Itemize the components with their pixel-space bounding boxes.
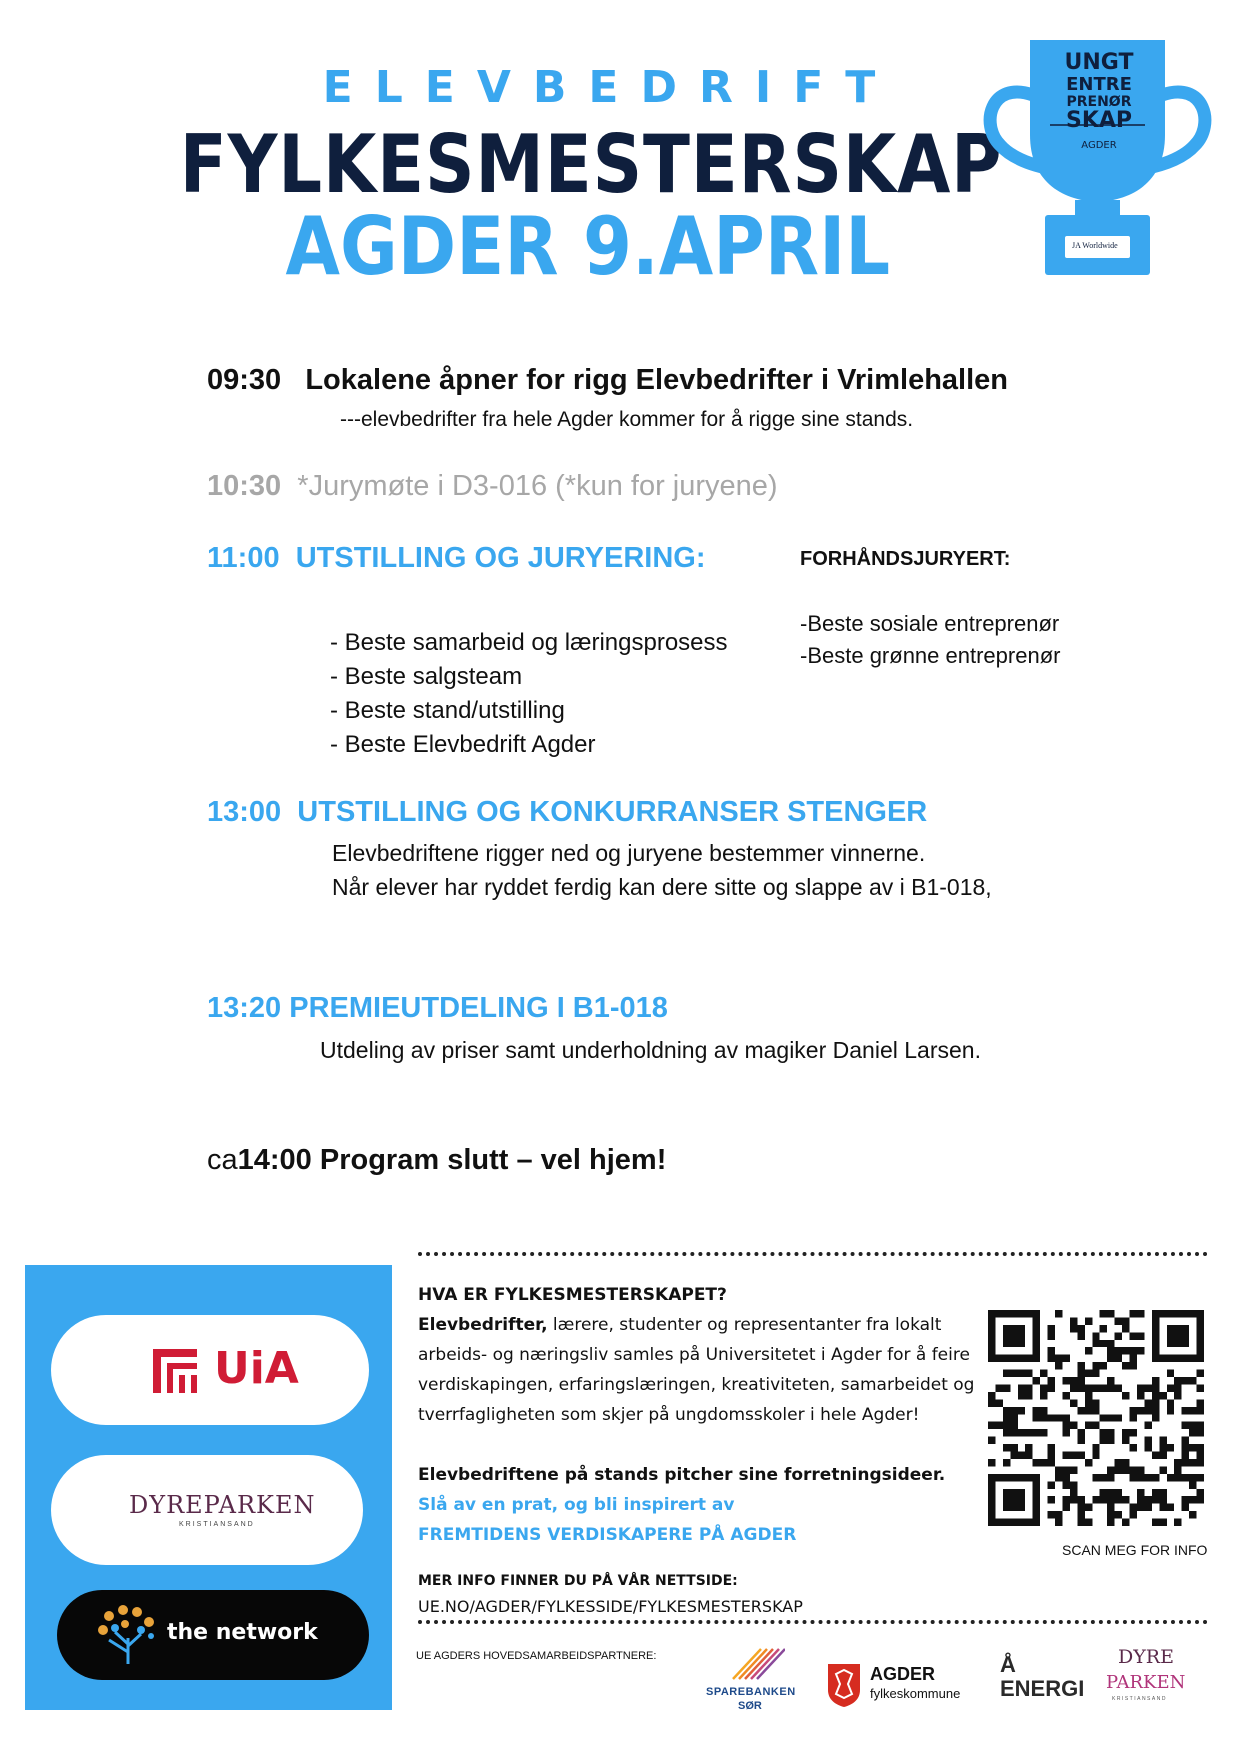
agder-sub: fylkeskommune — [870, 1686, 961, 1701]
schedule-item-1400 — [207, 1144, 666, 1177]
info-lead: Elevbedrifter, — [418, 1315, 548, 1335]
logo-text-prenor: PRENØR — [1066, 94, 1132, 110]
website-link[interactable]: UE.NO/AGDER/FYLKESSIDE/FYLKESMESTERSKAP — [418, 1597, 803, 1616]
event-date: AGDER 9.APRIL — [286, 200, 891, 293]
dyreparken-sub-text: KRISTIANSAND — [179, 1521, 255, 1528]
schedule-item-0930 — [207, 364, 1008, 397]
the-network-logo-text: the network — [167, 1620, 318, 1645]
agder-crest-icon — [826, 1662, 862, 1708]
sparebanken-text: SPAREBANKEN — [706, 1686, 796, 1698]
prefix-1400: ca — [207, 1144, 238, 1176]
title-1400: Program slutt – vel hjem! — [319, 1144, 667, 1176]
qr-code-icon[interactable] — [988, 1310, 1204, 1526]
logo-text-ungt: UNGT — [1064, 50, 1134, 75]
info-blue-line-2: FREMTIDENS VERDISKAPERE PÅ AGDER — [418, 1525, 797, 1545]
info-pitch: Elevbedriftene på stands pitcher sine forretningsideer. — [418, 1465, 946, 1485]
scan-label: SCAN MEG FOR INFO — [1062, 1542, 1208, 1558]
dyreparken-small-3: KRISTIANSAND — [1112, 1696, 1167, 1702]
dyreparken-small-2: PARKEN — [1106, 1672, 1186, 1693]
info-line: arbeids- og næringsliv samles på Universitetet i Agder for å feire — [418, 1345, 970, 1365]
info-heading: HVA ER FYLKESMESTERSKAPET? — [418, 1285, 727, 1305]
logo-text-skap: SKAP — [1065, 108, 1133, 133]
title-1320: PREMIEUTDELING I B1-018 — [289, 992, 668, 1024]
header-kicker: ELEVBEDRIFT — [322, 62, 898, 113]
tree-network-icon — [95, 1604, 161, 1666]
energi-a: Å — [1000, 1652, 1016, 1677]
page-title: FYLKESMESTERSKAP — [179, 118, 1003, 211]
title-1030: *Jurymøte i D3-016 (*kun for juryene) — [297, 470, 778, 502]
time-1100: 11:00 — [207, 542, 280, 574]
sub-1300-a: Elevbedriftene rigger ned og juryene bestemmer vinnerne. — [332, 840, 926, 866]
ja-worldwide-badge: JA Worldwide — [1072, 241, 1118, 250]
uia-logo-text: UiA — [214, 1343, 299, 1394]
info-blue-line-1: Slå av en prat, og bli inspirert av — [418, 1495, 735, 1515]
time-1300: 13:00 — [207, 796, 282, 828]
logo-text-entre: ENTRE — [1066, 74, 1132, 95]
title-1100: UTSTILLING OG JURYERING: — [295, 542, 706, 574]
list-item: - Beste salgsteam — [330, 663, 523, 690]
info-paragraph — [418, 1310, 978, 1430]
more-info-label: MER INFO FINNER DU PÅ VÅR NETTSIDE: — [418, 1573, 738, 1589]
sparebanken-logo-icon — [725, 1645, 785, 1681]
time-1400: 14:00 — [237, 1144, 312, 1176]
the-network-logo-card — [57, 1590, 369, 1680]
schedule-item-1320 — [207, 992, 668, 1025]
info-line: tverrfagligheten som skjer på ungdomsskoler i hele Agder! — [418, 1405, 920, 1425]
time-1320: 13:20 — [207, 992, 282, 1024]
partners-label: UE AGDERS HOVEDSAMARBEIDSPARTNERE: — [416, 1650, 657, 1662]
dyreparken-logo-text: DYREPARKEN — [129, 1491, 316, 1519]
energi-text: ENERGI — [1000, 1676, 1085, 1701]
logo-text-agder: AGDER — [1081, 140, 1117, 151]
pre-juried-heading: FORHÅNDSJURYERT: — [800, 548, 1011, 570]
title-0930: Lokalene åpner for rigg Elevbedrifter i Vrimlehallen — [305, 364, 1008, 396]
info-line: lærere, studenter og representanter fra lokalt — [547, 1315, 942, 1335]
schedule-item-1030 — [207, 470, 778, 503]
sub-1320: Utdeling av priser samt underholdning av magiker Daniel Larsen. — [320, 1037, 981, 1063]
sub-1300-b: Når elever har ryddet ferdig kan dere sitte og slappe av i B1-018, — [332, 874, 992, 900]
time-1030: 10:30 — [207, 470, 282, 502]
time-0930: 09:30 — [207, 364, 282, 396]
list-item: -Beste sosiale entreprenør — [800, 611, 1060, 636]
list-item: - Beste samarbeid og læringsprosess — [330, 629, 728, 656]
partner-panel — [25, 1265, 392, 1710]
dyreparken-small-1: DYRE — [1118, 1646, 1174, 1668]
schedule-item-1100 — [207, 542, 705, 575]
uia-emblem-icon — [147, 1345, 203, 1401]
info-line: verdiskapingen, erfaringslæringen, kreativiteten, samarbeidet og — [418, 1375, 975, 1395]
sparebanken-sub: SØR — [738, 1700, 762, 1712]
title-1300: UTSTILLING OG KONKURRANSER STENGER — [297, 796, 928, 828]
uia-logo-card — [51, 1315, 369, 1425]
category-list — [330, 626, 728, 762]
schedule-item-1300 — [207, 796, 927, 829]
dyreparken-logo-card — [51, 1455, 363, 1565]
list-item: -Beste grønne entreprenør — [800, 643, 1061, 668]
agder-text: AGDER — [870, 1664, 936, 1684]
list-item: - Beste Elevbedrift Agder — [330, 731, 596, 758]
pre-juried-list — [800, 608, 1060, 672]
list-item: - Beste stand/utstilling — [330, 697, 565, 724]
divider-top — [418, 1252, 1208, 1256]
sub-0930: ---elevbedrifter fra hele Agder kommer for å rigge sine stands. — [340, 408, 914, 431]
